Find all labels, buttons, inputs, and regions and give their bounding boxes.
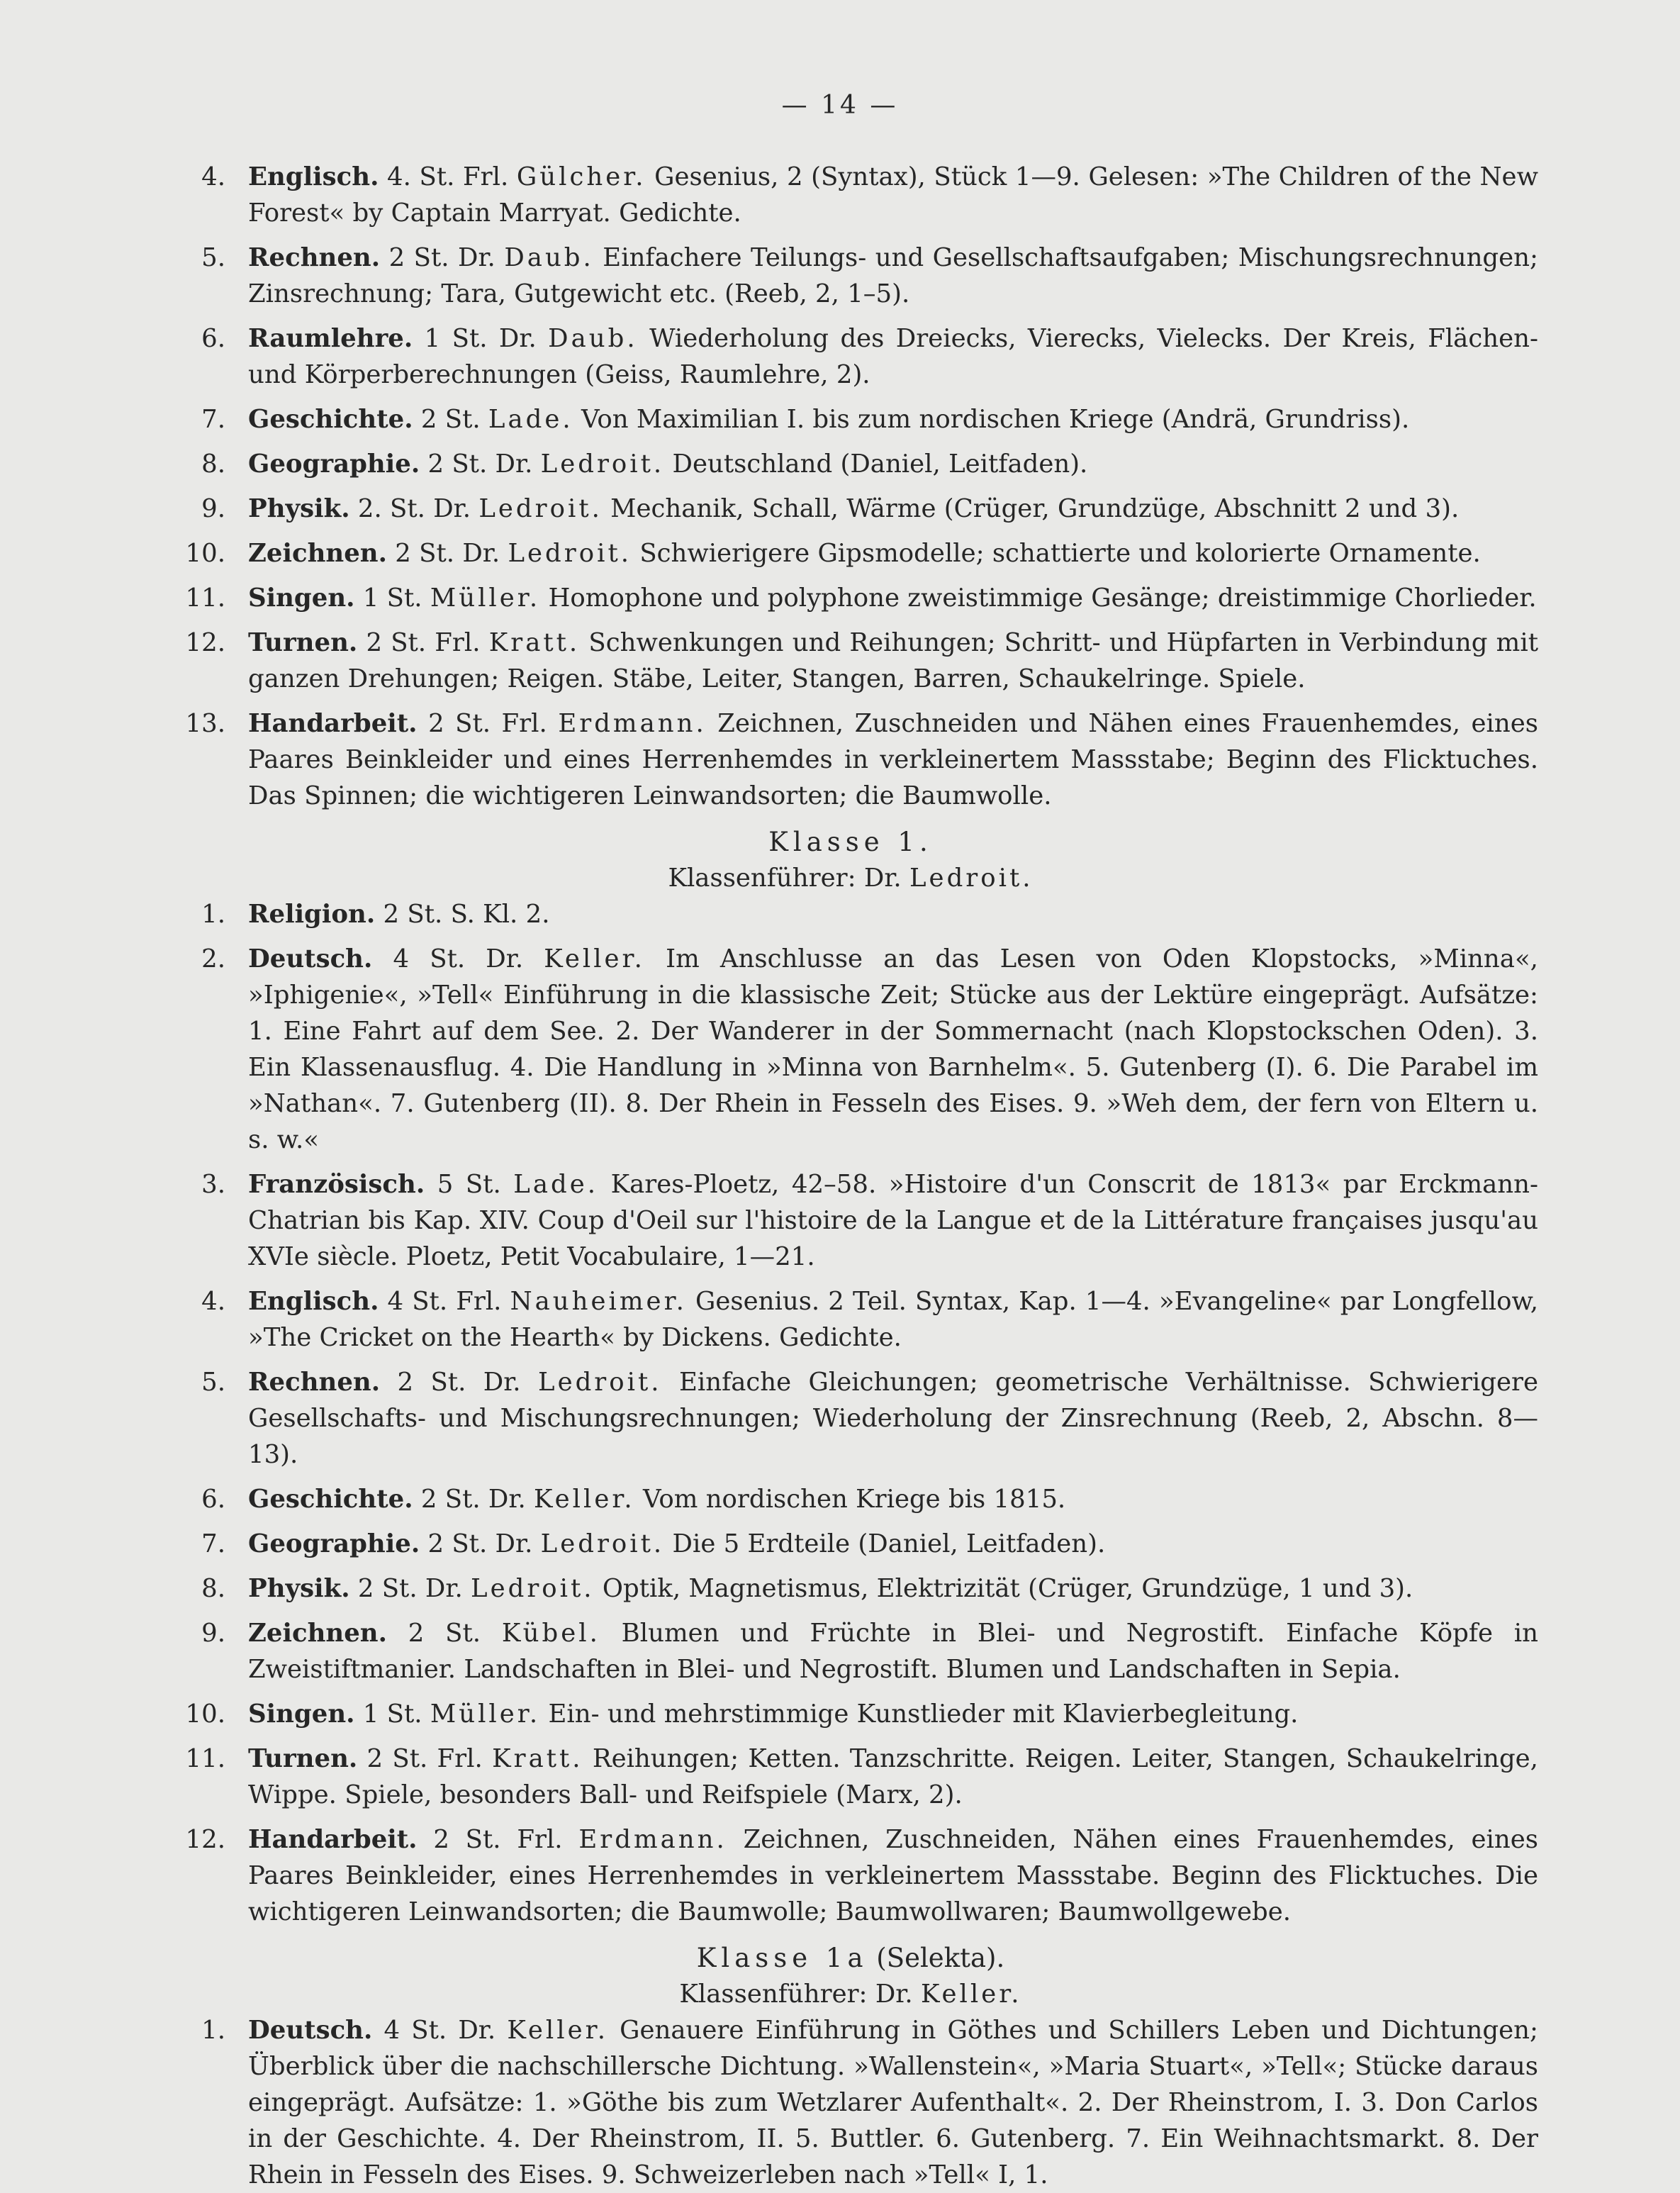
hours-per-week: 2 St. [420, 1485, 481, 1514]
teacher-title: Dr. [495, 1529, 533, 1558]
subject-entry [135, 1821, 1538, 1930]
klasse-1a-leader-label: Klassenführer: [679, 1980, 868, 2009]
teacher-title: Frl. [463, 162, 509, 191]
entry-description: Blumen und Früchte in Blei- und Negrostift. Einfache Köpfe in Zweistiftmanier. Landschaften in Blei- und Negrostift. Blumen und Landschaften in Sepia. [248, 1619, 1538, 1684]
hours-per-week: 2 St. [388, 243, 449, 272]
entry-description: Mechanik, Schall, Wärme (Crüger, Grundzüge, Abschnitt 2 und 3). [610, 494, 1460, 523]
subject-entry [135, 2012, 1538, 2193]
subject-name: Zeichnen. [248, 539, 387, 568]
teacher-title: Frl. [435, 628, 481, 657]
teacher-title: Dr. [495, 450, 533, 479]
hours-per-week: 2 St. [357, 1574, 418, 1603]
hours-per-week: 2 St. [427, 1529, 488, 1558]
subject-name: Rechnen. [248, 243, 381, 272]
subject-name: Deutsch. [248, 2016, 373, 2045]
subject-entry [135, 1696, 1538, 1732]
hours-per-week: 2 St. [408, 1619, 481, 1648]
subject-entry [135, 896, 1538, 932]
teacher-title: Frl. [501, 709, 547, 738]
entry-description: Die 5 Erdteile (Daniel, Leitfaden). [672, 1529, 1106, 1558]
subject-entry [135, 941, 1538, 1158]
teacher-name: Erdmann. [558, 709, 707, 738]
subject-name: Turnen. [248, 628, 358, 657]
teacher-name: Nauheimer. [510, 1287, 687, 1316]
teacher-name: Lade. [488, 405, 573, 434]
klasse-1a-heading [135, 1940, 1538, 1976]
entry-number: 6. [201, 324, 225, 353]
entry-number: 4. [201, 162, 225, 191]
teacher-name: Lade. [513, 1170, 599, 1199]
klasse-1-leader-label: Klassenführer: [668, 864, 856, 893]
teacher-name: Ledroit. [538, 1368, 662, 1397]
entry-description: Vom nordischen Kriege bis 1815. [643, 1485, 1066, 1514]
subject-name: Turnen. [248, 1744, 358, 1773]
entry-description: Optik, Magnetismus, Elektrizität (Crüger, Grundzüge, 1 und 3). [602, 1574, 1413, 1603]
subject-entry [135, 1570, 1538, 1607]
teacher-title: Frl. [517, 1825, 563, 1854]
klasse-1-leader-title: Dr. [863, 864, 902, 893]
subject-entry [135, 320, 1538, 393]
teacher-name: Ledroit. [540, 450, 665, 479]
hours-per-week: 2 St. [420, 405, 481, 434]
hours-per-week: 1 St. [424, 324, 488, 353]
hours-per-week: 2 St. [397, 1368, 466, 1397]
entry-description: Genauere Einführung in Göthes und Schillers Leben und Dichtungen; Überblick über die nachschillersche Dichtung. »Wallenstein«, »Maria Stuart«, »Tell«; Stücke daraus eingeprägt. Aufsätze: 1. »Göthe bis zum Wetzlarer Aufenthalt«. 2. Der Rheinstrom, I. 3. Don Carlos in der Geschichte. 4. Der Rheinstrom, II. 5. Buttler. 6. Gutenberg. 7. Ein Weihnachtsmarkt. 8. Der Rhein in Fesseln des Eises. 9. Schweizerleben nach »Tell« I, 1. [248, 2016, 1538, 2189]
subject-name: Geschichte. [248, 1485, 413, 1514]
subject-entry [135, 401, 1538, 437]
entry-number: 1. [201, 2016, 225, 2045]
subject-entry [135, 1741, 1538, 1813]
entry-number: 4. [201, 1287, 225, 1316]
subject-name: Handarbeit. [248, 709, 418, 738]
hours-per-week: 4 St. [383, 2016, 447, 2045]
teacher-name: Kratt. [488, 628, 581, 657]
subject-entry [135, 705, 1538, 814]
klasse-1a-title: Klasse 1a [696, 1943, 868, 1973]
entry-description: Zeichnen, Zuschneiden, Nähen eines Frauenhemdes, eines Paares Beinkleider, eines Herrenhemdes in verkleinertem Massstabe. Beginn des Flicktuches. Die wichtigeren Leinwandsorten; die Baumwolle; Baumwollwaren; Baumwollgewebe. [248, 1825, 1538, 1926]
subject-name: Raumlehre. [248, 324, 413, 353]
teacher-title: Dr. [486, 944, 524, 973]
teacher-name: Gülcher. [516, 162, 646, 191]
entry-number: 9. [201, 494, 225, 523]
teacher-name: Keller. [534, 1485, 635, 1514]
hours-per-week: 2 St. [383, 900, 443, 929]
subject-entry [135, 240, 1538, 312]
hours-per-week: 5 St. [437, 1170, 501, 1199]
teacher-name: Müller. [430, 584, 541, 613]
hours-per-week: 2 St. [427, 450, 488, 479]
entry-number: 12. [185, 628, 225, 657]
entry-number: 1. [201, 900, 225, 929]
subject-entry [135, 625, 1538, 697]
klasse-1a-leader-title: Dr. [875, 1980, 913, 2009]
entry-description: Schwenkungen und Reihungen; Schritt- und Hüpfarten in Verbindung mit ganzen Drehungen; Reigen. Stäbe, Leiter, Stangen, Barren, Schaukelringe. Spiele. [248, 628, 1538, 693]
entry-description: Deutschland (Daniel, Leitfaden). [672, 450, 1088, 479]
page-number: — 14 — [781, 91, 899, 120]
hours-per-week: 4 St. [387, 1287, 448, 1316]
entry-description: Einfachere Teilungs- und Gesellschaftsaufgaben; Mischungsrechnungen; Zinsrechnung; Tara, Gutgewicht etc. (Reeb, 2, 1–5). [248, 243, 1538, 308]
entry-number: 13. [185, 709, 225, 738]
entry-description: Reihungen; Ketten. Tanzschritte. Reigen. Leiter, Stangen, Schaukelringe, Wippe. Spiele, besonders Ball- und Reifspiele (Marx, 2). [248, 1744, 1538, 1809]
entry-number: 10. [185, 1700, 225, 1729]
entry-number: 5. [201, 243, 225, 272]
entry-number: 11. [185, 584, 225, 613]
entry-number: 5. [201, 1368, 225, 1397]
entry-number: 8. [201, 450, 225, 479]
subject-entry [135, 1615, 1538, 1687]
hours-per-week: 4. St. [387, 162, 455, 191]
entry-number: 2. [201, 944, 225, 973]
klasse-1a-leader [135, 1976, 1538, 2012]
entry-description: S. Kl. 2. [450, 900, 550, 929]
hours-per-week: 2 St. [395, 539, 455, 568]
teacher-title: Frl. [456, 1287, 502, 1316]
subject-name: Handarbeit. [248, 1825, 418, 1854]
subject-entry [135, 580, 1538, 616]
klasse-1-leader [135, 860, 1538, 896]
hours-per-week: 2. St. [357, 494, 425, 523]
teacher-name: Ledroit. [540, 1529, 665, 1558]
subject-name: Physik. [248, 1574, 350, 1603]
hours-per-week: 2 St. [433, 1825, 501, 1854]
entry-number: 12. [185, 1825, 225, 1854]
teacher-name: Müller. [430, 1700, 541, 1729]
teacher-title: Dr. [433, 494, 471, 523]
entry-description: Kares-Ploetz, 42–58. »Histoire d'un Conscrit de 1813« par Erckmann-Chatrian bis Kap. XIV. Coup d'Oeil sur l'histoire de la Langue et de la Littérature françaises jusqu'au XVIe siècle. Ploetz, Petit Vocabulaire, 1—21. [248, 1170, 1538, 1271]
entry-number: 10. [185, 539, 225, 568]
teacher-title: Frl. [437, 1744, 483, 1773]
entry-number: 3. [201, 1170, 225, 1199]
klasse-1a-leader-name: Keller. [920, 1980, 1022, 2009]
subject-entry [135, 1166, 1538, 1275]
section-klasse-1a [135, 2012, 1538, 2193]
teacher-name: Ledroit. [508, 539, 632, 568]
entry-description: Im Anschlusse an das Lesen von Oden Klopstocks, »Minna«, »Iphigenie«, »Tell« Einführung in die klassische Zeit; Stücke aus der Lektüre eingeprägt. Aufsätze: 1. Eine Fahrt auf dem See. 2. Der Wanderer in der Sommernacht (nach Klopstockschen Oden). 3. Ein Klassenausflug. 4. Die Handlung in »Minna von Barnhelm«. 5. Gutenberg (I). 6. Die Parabel im »Nathan«. 7. Gutenberg (II). 8. Der Rhein in Fesseln des Eises. 9. »Weh dem, der fern von Eltern u. s. w.« [248, 944, 1538, 1154]
entry-description: Homophone und polyphone zweistimmige Gesänge; dreistimmige Chorlieder. [548, 584, 1537, 613]
teacher-title: Dr. [498, 324, 537, 353]
subject-name: Singen. [248, 1700, 355, 1729]
klasse-1-title: Klasse 1. [768, 827, 933, 857]
section-previous-class [135, 159, 1538, 814]
teacher-title: Dr. [483, 1368, 521, 1397]
teacher-name: Keller. [507, 2016, 608, 2045]
klasse-1a-title-suffix: (Selekta). [876, 1943, 1005, 1973]
teacher-name: Kratt. [492, 1744, 583, 1773]
subject-entry [135, 1481, 1538, 1517]
entry-description: Ein- und mehrstimmige Kunstlieder mit Klavierbegleitung. [548, 1700, 1299, 1729]
subject-name: Zeichnen. [248, 1619, 387, 1648]
entry-description: Einfache Gleichungen; geometrische Verhältnisse. Schwierigere Gesellschafts- und Mischungsrechnungen; Wiederholung der Zinsrechnung (Reeb, 2, Abschn. 8—13). [248, 1368, 1538, 1469]
page-content [135, 159, 1538, 2193]
entry-description: Gesenius. 2 Teil. Syntax, Kap. 1—4. »Evangeline« par Longfellow, »The Cricket on the Hearth« by Dickens. Gedichte. [248, 1287, 1538, 1352]
subject-name: Geschichte. [248, 405, 413, 434]
teacher-name: Daub. [548, 324, 638, 353]
entry-number: 9. [201, 1619, 225, 1648]
klasse-1-leader-name: Ledroit. [909, 864, 1034, 893]
subject-entry [135, 159, 1538, 231]
entry-description: Von Maximilian I. bis zum nordischen Kriege (Andrä, Grundriss). [581, 405, 1410, 434]
teacher-title: Dr. [488, 1485, 526, 1514]
teacher-title: Dr. [462, 539, 500, 568]
entry-number: 7. [201, 1529, 225, 1558]
subject-entry [135, 535, 1538, 571]
subject-entry [135, 491, 1538, 527]
subject-entry [135, 1364, 1538, 1473]
teacher-name: Erdmann. [578, 1825, 727, 1854]
section-klasse-1 [135, 896, 1538, 1930]
entry-description: Zeichnen, Zuschneiden und Nähen eines Frauenhemdes, eines Paares Beinkleider und eines Herrenhemdes in verkleinertem Massstabe; Beginn des Flicktuches. Das Spinnen; die wichtigeren Leinwandsorten; die Baumwolle. [248, 709, 1538, 810]
entry-number: 8. [201, 1574, 225, 1603]
teacher-title: Dr. [425, 1574, 463, 1603]
hours-per-week: 1 St. [362, 584, 422, 613]
entry-number: 6. [201, 1485, 225, 1514]
subject-name: Englisch. [248, 162, 379, 191]
hours-per-week: 2 St. [428, 709, 491, 738]
subject-name: Geographie. [248, 450, 420, 479]
teacher-name: Ledroit. [471, 1574, 595, 1603]
subject-name: Physik. [248, 494, 350, 523]
entry-description: Gesenius, 2 (Syntax), Stück 1—9. Gelesen: »The Children of the New Forest« by Captain Marryat. Gedichte. [248, 162, 1538, 228]
subject-name: Geographie. [248, 1529, 420, 1558]
entry-description: Wiederholung des Dreiecks, Vierecks, Vielecks. Der Kreis, Flächen- und Körperberechnungen (Geiss, Raumlehre, 2). [248, 324, 1538, 389]
hours-per-week: 2 St. [366, 628, 427, 657]
subject-name: Französisch. [248, 1170, 425, 1199]
subject-name: Rechnen. [248, 1368, 381, 1397]
entry-number: 7. [201, 405, 225, 434]
hours-per-week: 2 St. [366, 1744, 428, 1773]
subject-name: Deutsch. [248, 944, 373, 973]
klasse-1-heading [135, 824, 1538, 860]
subject-entry [135, 1283, 1538, 1356]
hours-per-week: 1 St. [362, 1700, 422, 1729]
teacher-name: Keller. [544, 944, 645, 973]
teacher-title: Dr. [458, 2016, 496, 2045]
teacher-name: Ledroit. [478, 494, 603, 523]
teacher-name: Kübel. [501, 1619, 600, 1648]
teacher-title: Dr. [458, 243, 495, 272]
subject-entry [135, 1526, 1538, 1562]
subject-name: Englisch. [248, 1287, 379, 1316]
entry-description: Schwierigere Gipsmodelle; schattierte und kolorierte Ornamente. [639, 539, 1481, 568]
subject-entry [135, 446, 1538, 482]
subject-name: Religion. [248, 900, 376, 929]
entry-number: 11. [185, 1744, 225, 1773]
subject-name: Singen. [248, 584, 355, 613]
teacher-name: Daub. [504, 243, 594, 272]
hours-per-week: 4 St. [393, 944, 466, 973]
